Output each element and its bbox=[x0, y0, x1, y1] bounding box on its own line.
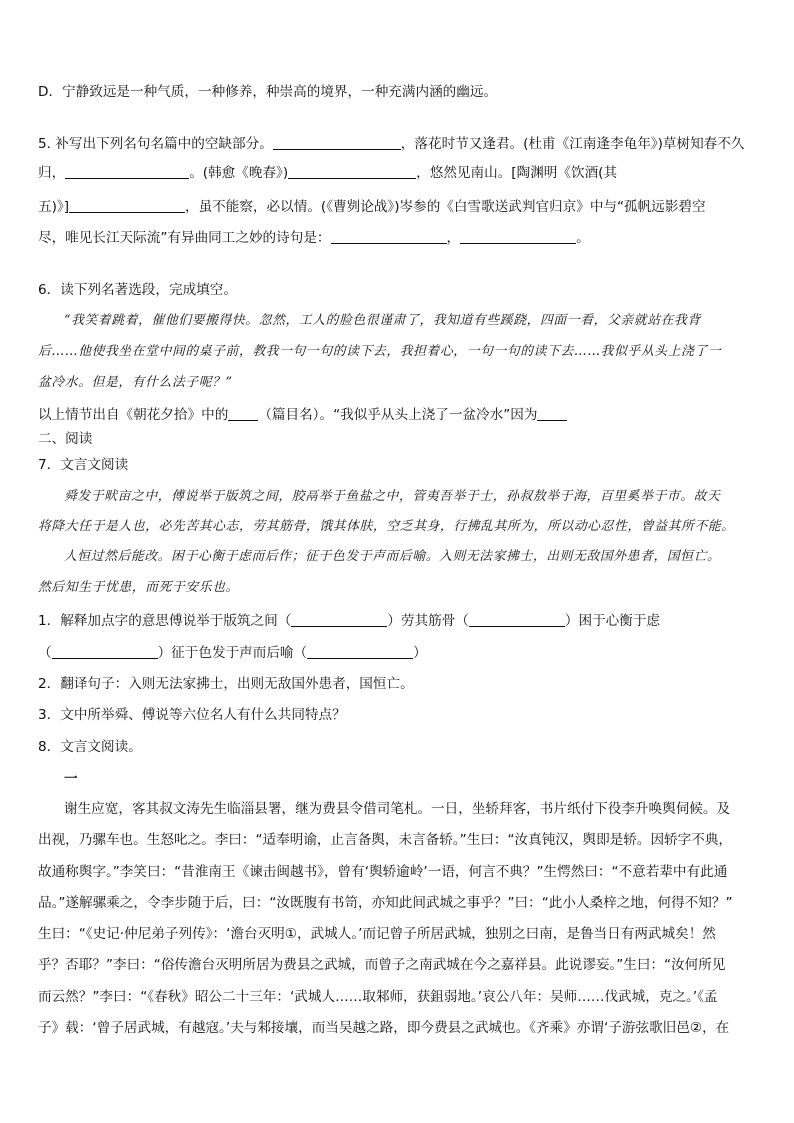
blank-9[interactable] bbox=[291, 612, 387, 627]
excerpt-line-3: 盆冷水。但是，有什么法子呢？” bbox=[38, 375, 233, 390]
article-line-3: 故通称舆字。”李笑曰：“昔淮南王《谏击闽越书》，曾有‘舆轿逾岭’一语，何言不典？”生愕然曰：“不意若辈中有此通 bbox=[38, 864, 728, 880]
article-line-1: 谢生应宽，客其叔文涛先生临淄县署，继为费县令借司笔札。一日，坐轿拜客，书片纸付下役李升唤舆伺候。及 bbox=[64, 801, 731, 817]
excerpt-line-1: “我笑着跳着，催他们要搬得快。忽然，工人的脸色很谨肃了，我知道有些蹊跷，四面一看，父亲就站在我背 bbox=[64, 313, 701, 328]
footnote-marker-2[interactable]: ② bbox=[689, 1020, 703, 1036]
blank-4[interactable] bbox=[69, 198, 185, 213]
question-5-line-2: 归， 。(韩愈《晚春》) ，悠然见南山。[陶渊明《饮酒(其 bbox=[38, 165, 618, 181]
passage-line-2: 将降大任于是人也，必先苦其心志，劳其筋骨，饿其体肤，空乏其身，行拂乱其所为，所以动心忍性，曾益其所不能。 bbox=[38, 519, 735, 534]
blank-3[interactable] bbox=[288, 164, 416, 179]
blank-10[interactable] bbox=[469, 612, 565, 627]
question-7-3: 3．文中所举舜、傅说等六位名人有什么共同特点？ bbox=[38, 707, 346, 723]
section-reading: 二、阅读 bbox=[38, 431, 93, 447]
question-7-title: 7．文言文阅读 bbox=[38, 457, 129, 473]
blank-12[interactable] bbox=[307, 644, 413, 659]
question-6-title: 6．读下列名著选段，完成填空。 bbox=[38, 282, 237, 298]
article-line-6: 乎？否耶？”李曰：“俗传澹台灭明所居为费县之武城，而曾子之南武城在今之嘉祥县。此说谬妄。”生曰：“汝何所见 bbox=[38, 957, 726, 973]
question-7-1-line-2: （ ）征于色发于声而后喻（ ） bbox=[38, 645, 427, 661]
passage-line-3: 人恒过然后能改。困于心衡于虑而后作；征于色发于声而后喻。入则无法家拂士，出则无敌国外患者，国恒亡。 bbox=[64, 549, 721, 564]
option-d: D．宁静致远是一种气质，一种修养，种崇高的境界，一种充满内涵的幽远。 bbox=[38, 84, 498, 100]
excerpt-line-2: 后……他使我坐在堂中间的桌子前，教我一句一句的读下去，我担着心，一句一句的读下去……我似乎从头上浇了一 bbox=[38, 344, 722, 359]
question-6-fill: 以上情节出自《朝花夕拾》中的 （篇目名）。“我似乎从头上浇了一盆冷水”因为 bbox=[38, 405, 760, 425]
part-heading: 一 bbox=[64, 771, 78, 787]
question-7-1-line-1: 1．解释加点字的意思傅说举于版筑之间（ ）劳其筋骨（ ）困于心衡于虑 bbox=[38, 613, 661, 629]
question-5-line-1: 5. 补写出下列名句名篇中的空缺部分。 ，落花时节又逢君。(杜甫《江南逢李龟年》)草树知春不久 bbox=[38, 136, 745, 152]
article-line-4: 品。”遂解骡乘之，令李步随于后，曰：“汝既腹有书笥，亦知此间武城之事乎？”曰：“此小人桑梓之地，何得不知？” bbox=[38, 895, 733, 911]
question-5-line-3: 五)》] ，虽不能察，必以情。(《曹刿论战》)岑参的《白雪歌送武判官归京》中与“孤帆远影碧空 bbox=[38, 199, 706, 215]
blank-5[interactable] bbox=[331, 229, 447, 244]
blank-6[interactable] bbox=[460, 229, 576, 244]
blank-2[interactable] bbox=[65, 164, 189, 179]
question-5-line-4: 尽，唯见长江天际流”有异曲同工之妙的诗句是： ， 。 bbox=[38, 230, 590, 246]
article-line-2: 出视，乃骡车也。生怒叱之。李曰：“适奉明谕，止言备舆，未言备轿。”生曰：“汝真钝汉，舆即是轿。因轿字不典， bbox=[38, 832, 733, 848]
article-line-7: 而云然？”李曰：“《春秋》昭公二十三年：‘武城人……取邾师，获鉏弱地。’哀公八年：吴师……伐武城，克之。’《孟 bbox=[38, 989, 718, 1005]
article-line-8: 子》载：‘曾子居武城，有越寇。’夫与邾接壤，而当吴越之路，即今费县之武城也。《齐乘》亦谓‘子游弦歌旧邑②，在 bbox=[38, 1020, 730, 1036]
question-8-title: 8．文言文阅读。 bbox=[38, 739, 142, 755]
blank-7[interactable] bbox=[228, 406, 258, 421]
blank-8[interactable] bbox=[537, 406, 567, 421]
question-7-2: 2．翻译句子：入则无法家拂士，出则无敌国外患者，国恒亡。 bbox=[38, 676, 414, 692]
passage-line-1: 舜发于畎亩之中，傅说举于版筑之间，胶鬲举于鱼盐之中，管夷吾举于士，孙叔敖举于海，百里奚举于市。故天 bbox=[64, 489, 721, 504]
blank-11[interactable] bbox=[52, 644, 158, 659]
article-line-5: 生曰：“《史记·仲尼弟子列传》：‘澹台灭明①，武城人。’而记曾子所居武城，独别之曰南，是鲁当日有两武城矣！然 bbox=[38, 926, 716, 942]
passage-line-4: 然后知生于忧患，而死于安乐也。 bbox=[38, 580, 239, 595]
blank-1[interactable] bbox=[273, 135, 401, 150]
footnote-marker-1[interactable]: ① bbox=[284, 926, 297, 942]
